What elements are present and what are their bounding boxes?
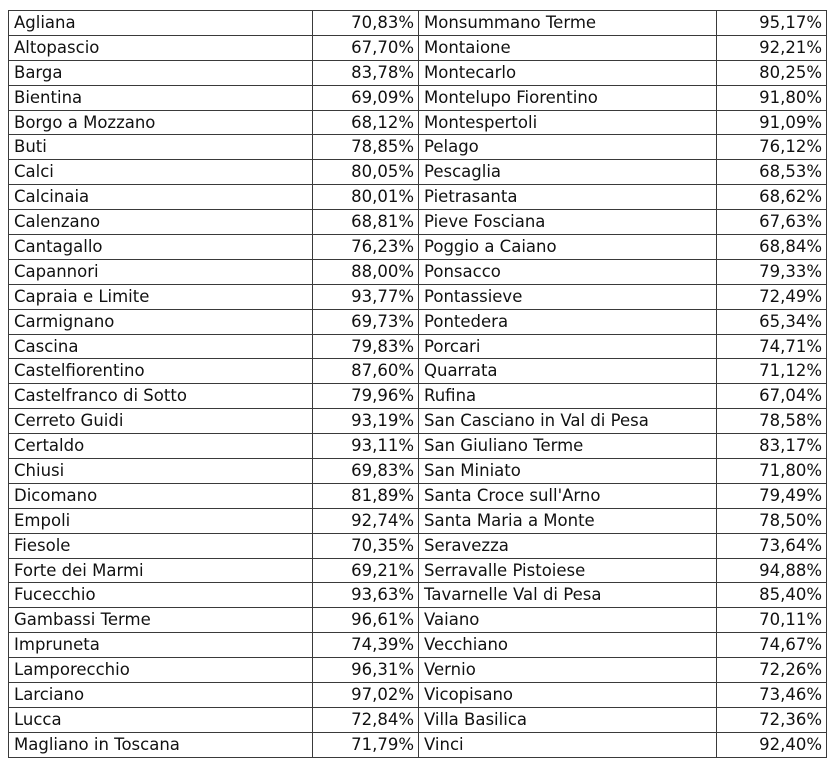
municipality-name-cell: Vaiano: [419, 608, 717, 633]
table-row: [9, 85, 827, 110]
table-row: [9, 658, 827, 683]
percentage-cell: 91,80%: [717, 85, 827, 110]
table-row: [9, 35, 827, 60]
table-row: [9, 210, 827, 235]
percentage-cell: 68,84%: [717, 235, 827, 260]
percentage-cell: 67,70%: [313, 35, 419, 60]
municipality-name-cell: Vecchiano: [419, 633, 717, 658]
percentage-cell: 83,17%: [717, 434, 827, 459]
municipality-name-cell: Montespertoli: [419, 110, 717, 135]
table-row: [9, 110, 827, 135]
percentage-cell: 76,23%: [313, 235, 419, 260]
table-row: [9, 409, 827, 434]
municipality-name-cell: Bientina: [9, 85, 313, 110]
table-row: [9, 459, 827, 484]
municipality-percentage-table-container: [8, 10, 827, 758]
table-row: [9, 60, 827, 85]
percentage-cell: 83,78%: [313, 60, 419, 85]
percentage-cell: 91,09%: [717, 110, 827, 135]
percentage-cell: 69,09%: [313, 85, 419, 110]
municipality-name-cell: Impruneta: [9, 633, 313, 658]
municipality-name-cell: San Miniato: [419, 459, 717, 484]
percentage-cell: 74,71%: [717, 334, 827, 359]
percentage-cell: 68,81%: [313, 210, 419, 235]
percentage-cell: 93,19%: [313, 409, 419, 434]
municipality-name-cell: Empoli: [9, 508, 313, 533]
percentage-cell: 78,50%: [717, 508, 827, 533]
municipality-name-cell: Vernio: [419, 658, 717, 683]
municipality-name-cell: Larciano: [9, 683, 313, 708]
percentage-cell: 72,84%: [313, 707, 419, 732]
municipality-name-cell: Fucecchio: [9, 583, 313, 608]
percentage-cell: 78,85%: [313, 135, 419, 160]
municipality-name-cell: Chiusi: [9, 459, 313, 484]
municipality-name-cell: Pescaglia: [419, 160, 717, 185]
percentage-cell: 93,77%: [313, 284, 419, 309]
percentage-cell: 80,05%: [313, 160, 419, 185]
percentage-cell: 70,83%: [313, 11, 419, 36]
municipality-name-cell: Gambassi Terme: [9, 608, 313, 633]
percentage-cell: 81,89%: [313, 483, 419, 508]
percentage-cell: 68,12%: [313, 110, 419, 135]
municipality-name-cell: Pieve Fosciana: [419, 210, 717, 235]
percentage-cell: 73,64%: [717, 533, 827, 558]
table-row: [9, 707, 827, 732]
municipality-name-cell: Buti: [9, 135, 313, 160]
percentage-cell: 69,21%: [313, 558, 419, 583]
municipality-name-cell: Barga: [9, 60, 313, 85]
municipality-name-cell: Pietrasanta: [419, 185, 717, 210]
municipality-name-cell: Forte dei Marmi: [9, 558, 313, 583]
table-row: [9, 334, 827, 359]
percentage-cell: 68,53%: [717, 160, 827, 185]
municipality-name-cell: Carmignano: [9, 309, 313, 334]
municipality-name-cell: Santa Maria a Monte: [419, 508, 717, 533]
table-row: [9, 135, 827, 160]
percentage-cell: 74,39%: [313, 633, 419, 658]
table-row: [9, 633, 827, 658]
percentage-cell: 71,79%: [313, 732, 419, 757]
municipality-name-cell: Certaldo: [9, 434, 313, 459]
percentage-cell: 67,04%: [717, 384, 827, 409]
table-row: [9, 434, 827, 459]
table-row: [9, 483, 827, 508]
table-row: [9, 384, 827, 409]
table-row: [9, 11, 827, 36]
percentage-cell: 96,31%: [313, 658, 419, 683]
municipality-name-cell: Capannori: [9, 259, 313, 284]
municipality-name-cell: Serravalle Pistoiese: [419, 558, 717, 583]
municipality-name-cell: Altopascio: [9, 35, 313, 60]
percentage-cell: 96,61%: [313, 608, 419, 633]
municipality-name-cell: Quarrata: [419, 359, 717, 384]
municipality-name-cell: Vicopisano: [419, 683, 717, 708]
table-row: [9, 359, 827, 384]
percentage-cell: 95,17%: [717, 11, 827, 36]
percentage-cell: 92,40%: [717, 732, 827, 757]
percentage-cell: 72,36%: [717, 707, 827, 732]
percentage-cell: 73,46%: [717, 683, 827, 708]
percentage-cell: 69,73%: [313, 309, 419, 334]
percentage-cell: 85,40%: [717, 583, 827, 608]
table-row: [9, 508, 827, 533]
percentage-cell: 74,67%: [717, 633, 827, 658]
table-row: [9, 284, 827, 309]
percentage-cell: 72,26%: [717, 658, 827, 683]
percentage-cell: 78,58%: [717, 409, 827, 434]
table-row: [9, 185, 827, 210]
table-body: [9, 11, 827, 758]
percentage-cell: 80,25%: [717, 60, 827, 85]
table-row: [9, 683, 827, 708]
municipality-name-cell: Lamporecchio: [9, 658, 313, 683]
table-row: [9, 732, 827, 757]
percentage-cell: 69,83%: [313, 459, 419, 484]
percentage-cell: 70,11%: [717, 608, 827, 633]
percentage-cell: 97,02%: [313, 683, 419, 708]
percentage-cell: 79,49%: [717, 483, 827, 508]
municipality-name-cell: Fiesole: [9, 533, 313, 558]
municipality-name-cell: Cantagallo: [9, 235, 313, 260]
municipality-name-cell: Montecarlo: [419, 60, 717, 85]
municipality-name-cell: Cascina: [9, 334, 313, 359]
table-row: [9, 309, 827, 334]
municipality-name-cell: Calci: [9, 160, 313, 185]
percentage-cell: 71,12%: [717, 359, 827, 384]
municipality-name-cell: Calcinaia: [9, 185, 313, 210]
municipality-name-cell: Magliano in Toscana: [9, 732, 313, 757]
percentage-cell: 79,83%: [313, 334, 419, 359]
percentage-cell: 88,00%: [313, 259, 419, 284]
municipality-name-cell: Pontassieve: [419, 284, 717, 309]
table-row: [9, 608, 827, 633]
percentage-cell: 76,12%: [717, 135, 827, 160]
municipality-name-cell: Santa Croce sull'Arno: [419, 483, 717, 508]
municipality-name-cell: Lucca: [9, 707, 313, 732]
municipality-name-cell: Agliana: [9, 11, 313, 36]
municipality-name-cell: Monsummano Terme: [419, 11, 717, 36]
municipality-name-cell: Vinci: [419, 732, 717, 757]
percentage-cell: 65,34%: [717, 309, 827, 334]
percentage-cell: 72,49%: [717, 284, 827, 309]
percentage-cell: 67,63%: [717, 210, 827, 235]
table-row: [9, 160, 827, 185]
percentage-cell: 93,11%: [313, 434, 419, 459]
municipality-name-cell: Castelfiorentino: [9, 359, 313, 384]
percentage-cell: 92,74%: [313, 508, 419, 533]
municipality-name-cell: Rufina: [419, 384, 717, 409]
percentage-cell: 87,60%: [313, 359, 419, 384]
table-row: [9, 235, 827, 260]
percentage-cell: 94,88%: [717, 558, 827, 583]
municipality-name-cell: Castelfranco di Sotto: [9, 384, 313, 409]
percentage-cell: 70,35%: [313, 533, 419, 558]
municipality-name-cell: Montaione: [419, 35, 717, 60]
municipality-name-cell: Calenzano: [9, 210, 313, 235]
percentage-cell: 92,21%: [717, 35, 827, 60]
municipality-name-cell: Dicomano: [9, 483, 313, 508]
municipality-name-cell: San Giuliano Terme: [419, 434, 717, 459]
municipality-name-cell: Capraia e Limite: [9, 284, 313, 309]
municipality-name-cell: San Casciano in Val di Pesa: [419, 409, 717, 434]
table-row: [9, 558, 827, 583]
municipality-percentage-table: [8, 10, 827, 758]
percentage-cell: 93,63%: [313, 583, 419, 608]
table-row: [9, 259, 827, 284]
municipality-name-cell: Villa Basilica: [419, 707, 717, 732]
table-row: [9, 583, 827, 608]
percentage-cell: 68,62%: [717, 185, 827, 210]
municipality-name-cell: Seravezza: [419, 533, 717, 558]
percentage-cell: 79,96%: [313, 384, 419, 409]
percentage-cell: 80,01%: [313, 185, 419, 210]
municipality-name-cell: Tavarnelle Val di Pesa: [419, 583, 717, 608]
percentage-cell: 71,80%: [717, 459, 827, 484]
municipality-name-cell: Pontedera: [419, 309, 717, 334]
municipality-name-cell: Borgo a Mozzano: [9, 110, 313, 135]
table-row: [9, 533, 827, 558]
municipality-name-cell: Pelago: [419, 135, 717, 160]
municipality-name-cell: Montelupo Fiorentino: [419, 85, 717, 110]
municipality-name-cell: Ponsacco: [419, 259, 717, 284]
municipality-name-cell: Poggio a Caiano: [419, 235, 717, 260]
municipality-name-cell: Cerreto Guidi: [9, 409, 313, 434]
municipality-name-cell: Porcari: [419, 334, 717, 359]
percentage-cell: 79,33%: [717, 259, 827, 284]
